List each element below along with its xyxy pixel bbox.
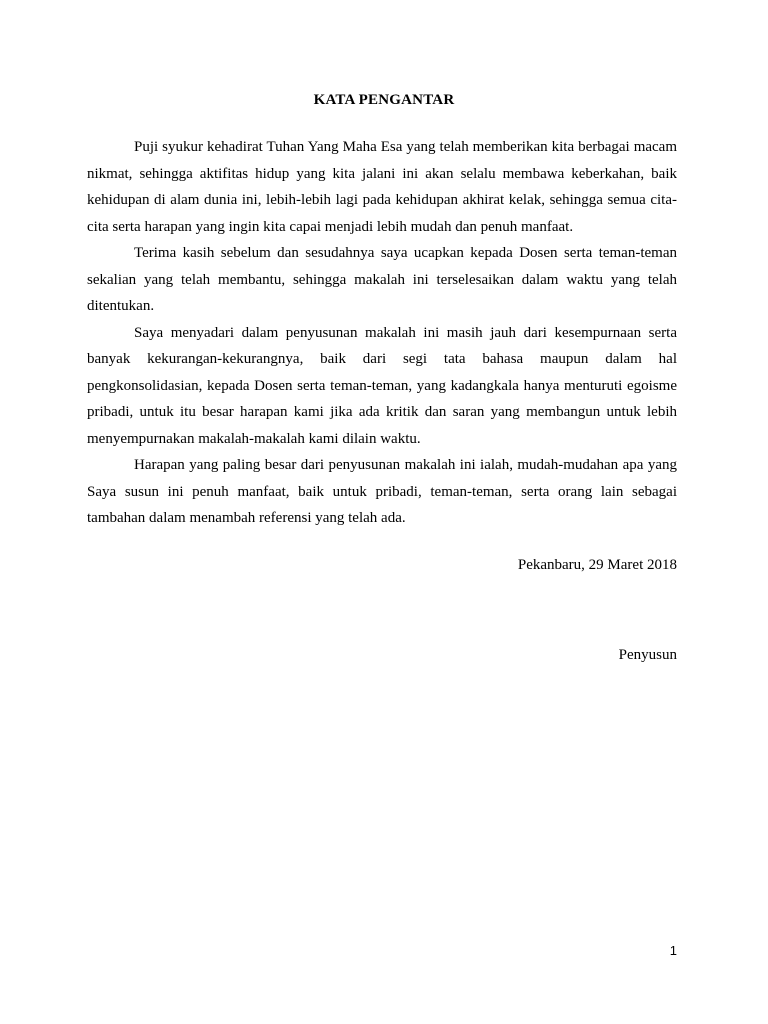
page-title: KATA PENGANTAR bbox=[313, 92, 455, 108]
page-number: 1 bbox=[669, 943, 677, 958]
paragraph-thanks: Terima kasih sebelum dan sesudahnya saya ucapkan kepada Dosen serta teman-teman sekalian yang telah membantu, sehingga makalah ini terselesaikan dalam waktu yang telah ditentukan. bbox=[87, 245, 677, 314]
paragraph-opening: Puji syukur kehadirat Tuhan Yang Maha Esa yang telah memberikan kita berbagai macam nikmat, sehingga aktifitas hidup yang kita jalani ini akan selalu membawa keberkahan, baik kehidupan di alam dunia ini, lebih-lebih lagi pada kehidupan akhirat kelak, sehingga semua cita-cita serta harapan yang ingin kita capai menjadi lebih mudah dan penuh manfaat. bbox=[87, 139, 677, 235]
body-text bbox=[87, 134, 677, 532]
paragraph-hope: Harapan yang paling besar dari penyusunan makalah ini ialah, mudah-mudahan apa yang Saya susun ini penuh manfaat, baik untuk pribadi, teman-teman, serta orang lain sebagai tambahan dalam menambah referensi yang telah ada. bbox=[87, 457, 677, 526]
author-signoff: Penyusun bbox=[618, 647, 677, 663]
paragraph-shortcomings: Saya menyadari dalam penyusunan makalah ini masih jauh dari kesempurnaan serta banyak kekurangan-kekurangnya, baik dari segi tata bahasa maupun dalam hal pengkonsolidasian, kepada Dosen serta teman-teman, yang kadangkala hanya menturuti egoisme pribadi, untuk itu besar harapan kami jika ada kritik dan saran yang membangun untuk lebih menyempurnakan makalah-makalah kami dilain waktu. bbox=[87, 324, 677, 447]
place-date: Pekanbaru, 29 Maret 2018 bbox=[517, 557, 677, 573]
